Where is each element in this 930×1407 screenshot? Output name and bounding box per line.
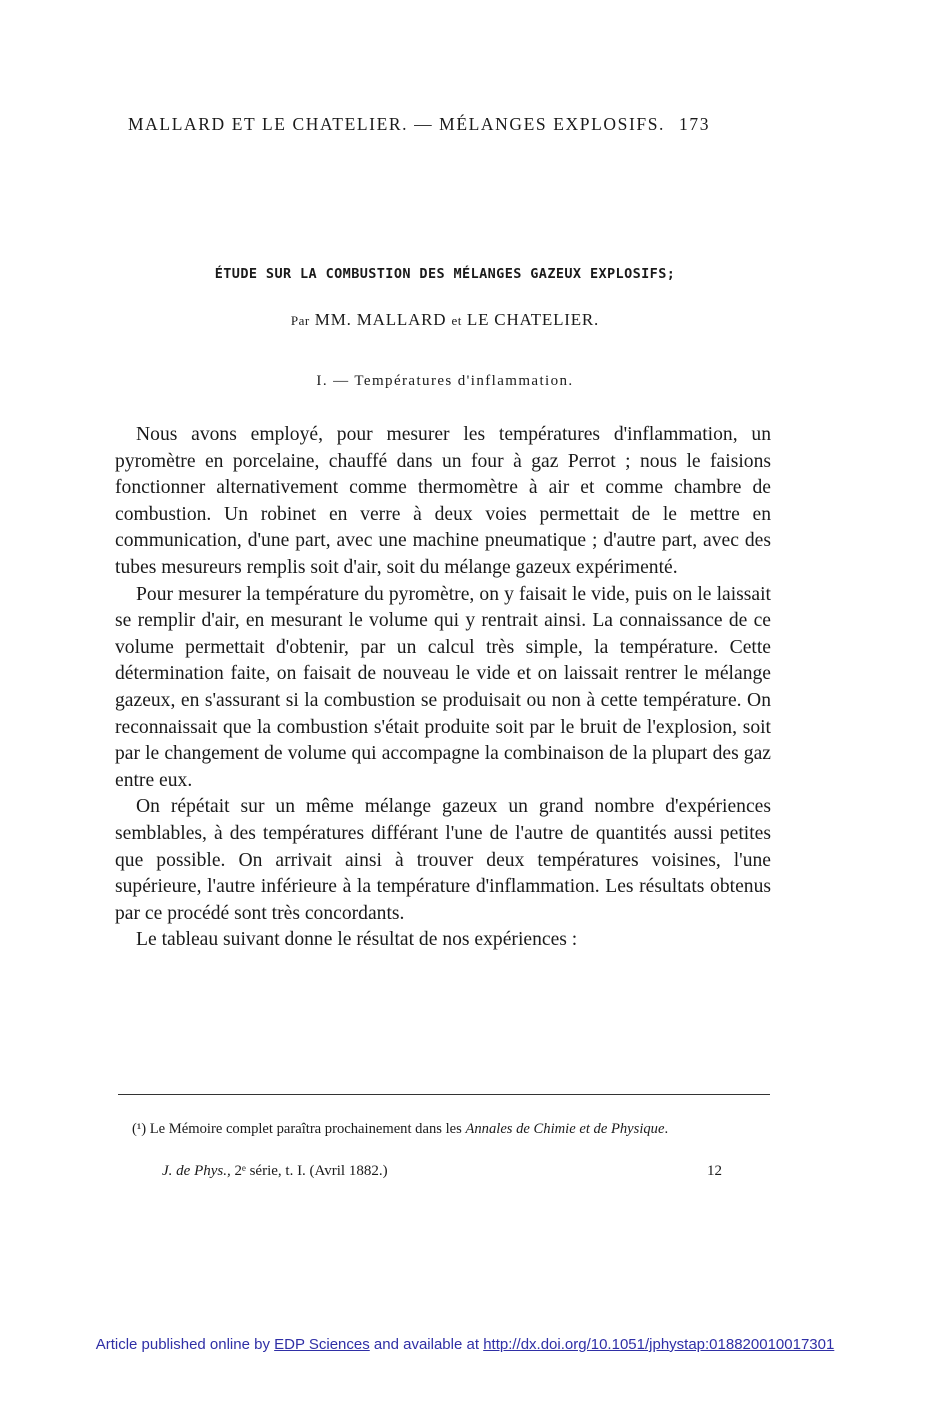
footnote-divider bbox=[118, 1094, 770, 1095]
publisher-middle: and available at bbox=[373, 1336, 480, 1353]
page-number: 173 bbox=[679, 114, 711, 134]
section-number: I. bbox=[316, 373, 328, 389]
author-first: MM. MALLARD bbox=[314, 310, 447, 329]
paragraph: Pour mesurer la température du pyromètre, on y faisait le vide, puis on le laissait se remplir d'air, en mesurant le volume qui y rentrait ainsi. La connaissance de ce volume permettait d'obtenir, par un calcul très simple, la température. Cette détermination faite, on faisait de nouveau le vide et on laissait rentrer le mélange gazeux, en s'assurant si la combustion se produisait ou non à cette température. On reconnaissait que la combustion s'était produite soit par le bruit de l'explosion, soit par le changement de volume qui accompagne la combinaison de la plupart des gaz entre eux. bbox=[115, 583, 771, 791]
section-title: Températures d'inflammation. bbox=[354, 373, 574, 389]
footnote-journal-title: Annales de Chimie et de Physique bbox=[465, 1121, 665, 1137]
running-head bbox=[128, 114, 768, 135]
publisher-prefix: Article published online by bbox=[95, 1336, 270, 1353]
paragraph: Nous avons employé, pour mesurer les températures d'inflammation, un pyromètre en porcelaine, chauffé dans un four à gaz Perrot ; nous le faisions fonctionner alternativement comme thermomètre à air et comme chambre de combustion. Un robinet en verre à deux voies permettait de le mettre en communication, d'une part, avec une machine pneumatique ; d'autre part, avec des tubes mesureurs remplis soit d'air, soit du mélange gazeux expérimenté. bbox=[115, 424, 771, 578]
section-heading bbox=[115, 373, 775, 390]
publisher-link[interactable]: EDP Sciences bbox=[274, 1336, 370, 1353]
footnote-end: . bbox=[664, 1121, 669, 1137]
authors-conjunction: et bbox=[451, 313, 462, 328]
article-title: ÉTUDE SUR LA COMBUSTION DES MÉLANGES GAZEUX EXPLOSIFS; bbox=[214, 266, 676, 282]
body-text bbox=[115, 422, 771, 954]
section-dash: — bbox=[333, 373, 350, 389]
footnote bbox=[115, 1119, 771, 1139]
footnote-marker: (¹) bbox=[132, 1121, 147, 1137]
paragraph: Le tableau suivant donne le résultat de nos expériences : bbox=[136, 929, 578, 951]
publisher-notice bbox=[0, 1336, 930, 1353]
author-second: LE CHATELIER. bbox=[466, 310, 600, 329]
signature-mark: 12 bbox=[707, 1163, 722, 1179]
journal-signature-line bbox=[162, 1163, 722, 1180]
journal-name: J. de Phys., bbox=[162, 1163, 231, 1179]
footnote-text: Le Mémoire complet paraîtra prochainement dans les bbox=[149, 1121, 462, 1137]
authors-line bbox=[115, 310, 775, 330]
paragraph: On répétait sur un même mélange gazeux un grand nombre d'expériences semblables, à des températures différant l'une de l'autre de quantités aussi petites que possible. On arrivait ainsi à trouver deux températures voisines, l'une supérieure, l'autre inférieure à la température d'inflammation. Les résultats obtenus par ce procédé sont très concordants. bbox=[115, 796, 771, 924]
journal-details: 2ᵉ série, t. I. (Avril 1882.) bbox=[234, 1163, 388, 1179]
authors-prefix: Par bbox=[290, 313, 310, 328]
doi-link[interactable]: http://dx.doi.org/10.1051/jphystap:018820010017301 bbox=[483, 1336, 835, 1353]
running-head-text: MALLARD ET LE CHATELIER. — MÉLANGES EXPLOSIFS. bbox=[128, 114, 666, 134]
